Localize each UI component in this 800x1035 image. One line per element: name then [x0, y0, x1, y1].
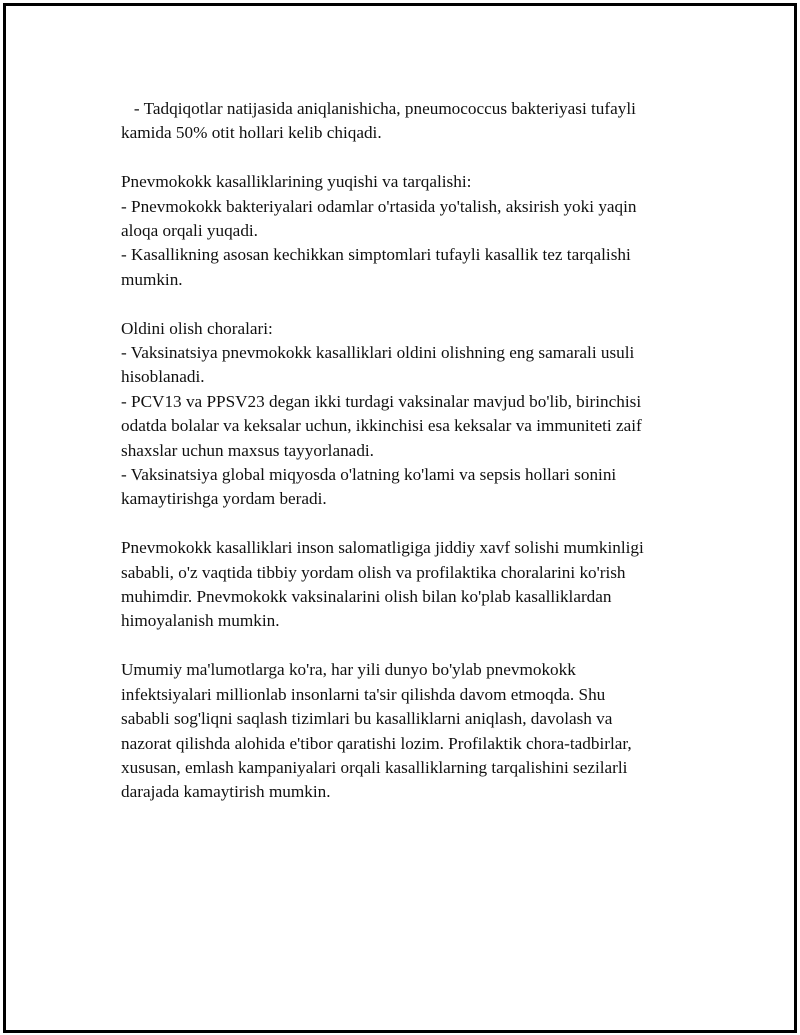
- document-body: [121, 97, 686, 805]
- importance-paragraph: [121, 536, 686, 634]
- text-line: darajada kamaytirish mumkin.: [121, 782, 331, 802]
- paragraph-gap: [121, 146, 686, 170]
- text-line: aloqa orqali yuqadi.: [121, 221, 258, 241]
- text-line: - Vaksinatsiya pnevmokokk kasalliklari oldini olishning eng samarali usuli: [121, 343, 635, 363]
- text-line: - Vaksinatsiya global miqyosda o'latning ko'lami va sepsis hollari sonini: [121, 465, 617, 485]
- text-line: Pnevmokokk kasalliklari inson salomatligiga jiddiy xavf solishi mumkinligi: [121, 538, 644, 558]
- text-line: - Tadqiqotlar natijasida aniqlanishicha, pneumococcus bakteriyasi tufayli: [121, 99, 636, 118]
- summary-paragraph: [121, 658, 686, 804]
- text-line: himoyalanish mumkin.: [121, 611, 280, 631]
- section-heading: Pnevmokokk kasalliklarining yuqishi va tarqalishi:: [121, 172, 472, 192]
- text-line: xususan, emlash kampaniyalari orqali kasalliklarning tarqalishini sezilarli: [121, 757, 628, 777]
- paragraph-gap: [121, 512, 686, 536]
- text-line: hisoblanadi.: [121, 367, 205, 387]
- text-line: kamaytirishga yordam beradi.: [121, 489, 327, 509]
- prevention-section: [121, 317, 686, 512]
- document-page: [3, 3, 797, 1033]
- text-line: mumkin.: [121, 269, 183, 289]
- text-line: infektsiyalari millionlab insonlarni ta'sir qilishda davom etmoqda. Shu: [121, 684, 606, 704]
- text-line: sababli, o'z vaqtida tibbiy yordam olish va profilaktika choralarini ko'rish: [121, 562, 626, 582]
- paragraph-gap: [121, 292, 686, 316]
- intro-paragraph: [121, 97, 686, 146]
- text-line: muhimdir. Pnevmokokk vaksinalarini olish bilan ko'plab kasalliklardan: [121, 587, 612, 607]
- text-line: - Kasallikning asosan kechikkan simptomlari tufayli kasallik tez tarqalishi: [121, 245, 631, 265]
- text-line: - PCV13 va PPSV23 degan ikki turdagi vaksinalar mavjud bo'lib, birinchisi: [121, 391, 642, 411]
- text-line: odatda bolalar va keksalar uchun, ikkinchisi esa keksalar va immuniteti zaif: [121, 416, 642, 436]
- text-line: kamida 50% otit hollari kelib chiqadi.: [121, 123, 382, 143]
- section-heading: Oldini olish choralari:: [121, 318, 273, 338]
- spread-section: [121, 170, 686, 292]
- text-line: - Pnevmokokk bakteriyalari odamlar o'rtasida yo'talish, aksirish yoki yaqin: [121, 196, 637, 216]
- paragraph-gap: [121, 634, 686, 658]
- text-line: shaxslar uchun maxsus tayyorlanadi.: [121, 440, 374, 460]
- text-line: nazorat qilishda alohida e'tibor qaratishi lozim. Profilaktik chora-tadbirlar,: [121, 733, 632, 753]
- text-line: Umumiy ma'lumotlarga ko'ra, har yili dunyo bo'ylab pnevmokokk: [121, 660, 576, 680]
- text-line: sababli sog'liqni saqlash tizimlari bu kasalliklarni aniqlash, davolash va: [121, 709, 613, 729]
